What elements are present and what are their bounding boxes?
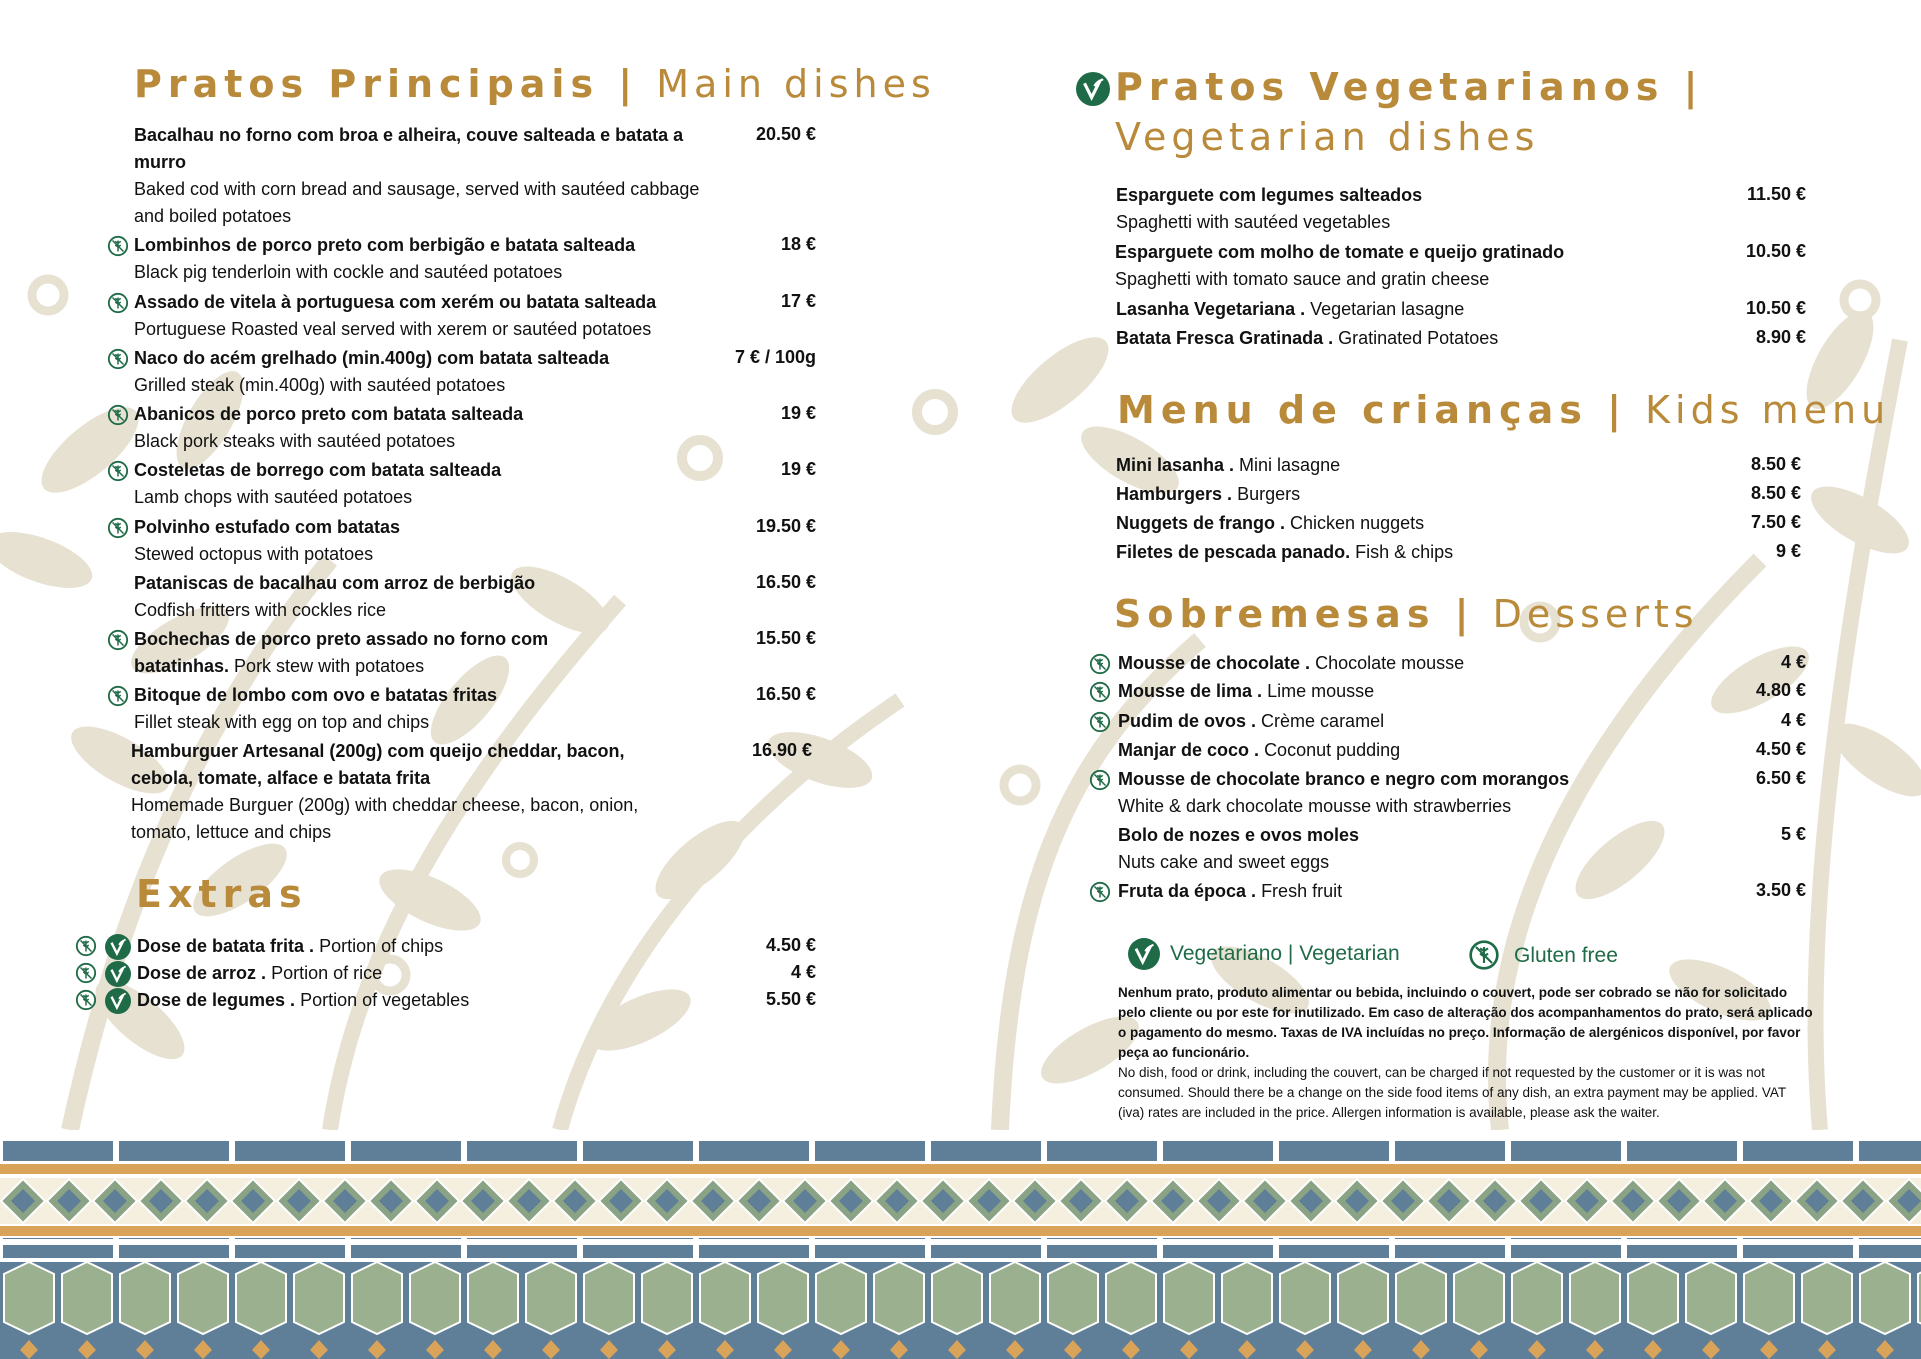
- dish-name: Costeletas de borrego com batata salteada: [134, 460, 502, 480]
- list-item: [1118, 766, 1678, 820]
- dish-name: Mousse de lima .: [1118, 681, 1263, 701]
- dish-name: Bochechas de porco preto assado no forno com: [134, 629, 549, 649]
- dish-name: Assado de vitela à portuguesa com xerém ou batata salteada: [134, 292, 657, 312]
- gluten-free-icon: [1089, 881, 1111, 903]
- main-dishes-title: Pratos Principais | Main dishes: [134, 62, 936, 106]
- list-item: [1118, 678, 1678, 705]
- price: 8.90 €: [1755, 327, 1806, 347]
- dish-name-cont: batatinhas.: [134, 656, 230, 676]
- price: 7 € / 100g: [734, 347, 816, 367]
- price: 19 €: [780, 403, 816, 423]
- dish-description: Chicken nuggets: [1290, 513, 1425, 533]
- dish-description: Baked cod with corn bread and sausage, served with sautéed cabbage and boiled potatoes: [134, 179, 700, 226]
- dish-name: Fruta da época .: [1118, 881, 1257, 901]
- dish-description: Black pig tenderloin with cockle and sautéed potatoes: [134, 262, 563, 282]
- list-item: [1118, 650, 1678, 677]
- dish-name: Hamburgers .: [1116, 484, 1233, 504]
- list-item: [1118, 878, 1678, 905]
- price: 11.50 €: [1746, 184, 1806, 204]
- gluten-free-icon: [1468, 939, 1500, 971]
- price: 5.50 €: [765, 989, 816, 1009]
- extra-description: Portion of rice: [271, 963, 383, 983]
- dish-name: Esparguete com molho de tomate e queijo gratinado: [1115, 242, 1565, 262]
- dish-description: Lime mousse: [1267, 681, 1375, 701]
- dish-description: Fillet steak with egg on top and chips: [134, 712, 430, 732]
- price: 8.50 €: [1750, 454, 1801, 474]
- price: 18 €: [780, 234, 816, 254]
- dish-name: Hamburguer Artesanal (200g) com queijo cheddar, bacon, cebola, tomate, alface e batata frita: [131, 741, 625, 788]
- price: 16.90 €: [751, 740, 812, 760]
- dish-description: Codfish fritters with cockles rice: [134, 600, 387, 620]
- legal-notice-pt: Nenhum prato, produto alimentar ou bebida, incluindo o couvert, pode ser cobrado se não for solicitado pelo cliente ou por este for inutilizado. Em caso de alteração dos acompanhamentos do prato, será aplicado o pagamento do mesmo. Taxas de IVA incluídas no preço. Informação de alergénicos disponível, por favor peça ao funcionário.: [1118, 985, 1813, 1060]
- dish-description: Spaghetti with sautéed vegetables: [1116, 212, 1391, 232]
- price: 3.50 €: [1755, 880, 1806, 900]
- price: 16.50 €: [755, 572, 816, 592]
- extra-name: Dose de batata frita .: [137, 936, 315, 956]
- extra-description: Portion of chips: [319, 936, 444, 956]
- tile-border: [0, 1130, 1921, 1359]
- dish-name: Polvinho estufado com batatas: [134, 517, 401, 537]
- legal-notice: [1118, 983, 1813, 1123]
- legend-vegetarian-label: Vegetariano | Vegetarian: [1170, 942, 1400, 965]
- dish-description: Grilled steak (min.400g) with sautéed potatoes: [134, 375, 506, 395]
- dish-description: Vegetarian lasagne: [1310, 299, 1465, 319]
- price: 5 €: [1780, 824, 1806, 844]
- price: 19.50 €: [755, 516, 816, 536]
- price: 19 €: [780, 459, 816, 479]
- dish-description: Nuts cake and sweet eggs: [1118, 852, 1330, 872]
- list-item: [1118, 737, 1678, 764]
- price: 10.50 €: [1745, 241, 1806, 261]
- extra-name: Dose de arroz .: [137, 963, 267, 983]
- dish-description: Black pork steaks with sautéed potatoes: [134, 431, 456, 451]
- dish-name: Bacalhau no forno com broa e alheira, couve salteada e batata a murro: [134, 125, 684, 172]
- price: 20.50 €: [755, 124, 816, 144]
- dish-description: White & dark chocolate mousse with strawberries: [1118, 796, 1512, 816]
- price: 6.50 €: [1755, 768, 1806, 788]
- vegetarian-title: Pratos Vegetarianos | Vegetarian dishes: [1115, 65, 1704, 159]
- extras-title: Extras: [136, 872, 308, 916]
- price: 4 €: [790, 962, 816, 982]
- dish-description: Fresh fruit: [1261, 881, 1343, 901]
- dish-description: Coconut pudding: [1264, 740, 1401, 760]
- dish-description: Burgers: [1237, 484, 1301, 504]
- dish-name: Manjar de coco .: [1118, 740, 1260, 760]
- legend-gluten-free-label: Gluten free: [1514, 944, 1618, 967]
- price: 10.50 €: [1745, 298, 1806, 318]
- dish-name: Pudim de ovos .: [1118, 711, 1257, 731]
- price: 9 €: [1775, 541, 1801, 561]
- dish-name: Mousse de chocolate branco e negro com morangos: [1118, 769, 1570, 789]
- dish-description: Crème caramel: [1261, 711, 1385, 731]
- dish-description: Portuguese Roasted veal served with xerem or sautéed potatoes: [134, 319, 652, 339]
- list-item: [1118, 708, 1678, 735]
- legal-notice-en: No dish, food or drink, including the couvert, can be charged if not requested by the customer or it is was not consumed. Should there be a change on the side food items of any dish, an extra payment may be applied. VAT (iva) rates are included in the price. Allergen information is available, please ask the waiter.: [1118, 1065, 1786, 1120]
- dish-description: Homemade Burguer (200g) with cheddar cheese, bacon, onion, tomato, lettuce and chips: [131, 795, 639, 842]
- dish-description: Spaghetti with tomato sauce and gratin cheese: [1115, 269, 1490, 289]
- dish-name: Nuggets de frango .: [1116, 513, 1286, 533]
- dish-description: Pork stew with potatoes: [234, 656, 425, 676]
- price: 4.50 €: [1755, 739, 1806, 759]
- dish-name: Lasanha Vegetariana .: [1116, 299, 1306, 319]
- price: 4.80 €: [1755, 680, 1806, 700]
- dish-name: Abanicos de porco preto com batata salteada: [134, 404, 524, 424]
- price: 15.50 €: [755, 628, 816, 648]
- dish-name: Batata Fresca Gratinada .: [1116, 328, 1334, 348]
- list-item: [1118, 822, 1678, 876]
- price: 16.50 €: [755, 684, 816, 704]
- dish-description: Mini lasagne: [1239, 455, 1341, 475]
- dish-name: Filetes de pescada panado.: [1116, 542, 1351, 562]
- price: 4.50 €: [765, 935, 816, 955]
- dish-description: Lamb chops with sautéed potatoes: [134, 487, 413, 507]
- price: 7.50 €: [1750, 512, 1801, 532]
- desserts-title: Sobremesas | Desserts: [1114, 592, 1699, 636]
- dish-name: Esparguete com legumes salteados: [1116, 185, 1423, 205]
- price: 8.50 €: [1750, 483, 1801, 503]
- dish-name: Pataniscas de bacalhau com arroz de berbigão: [134, 573, 536, 593]
- gluten-free-icon: [1089, 653, 1111, 675]
- gluten-free-icon: [1089, 711, 1111, 733]
- dish-name: Mini lasanha .: [1116, 455, 1235, 475]
- extra-description: Portion of vegetables: [300, 990, 470, 1010]
- dish-description: Chocolate mousse: [1315, 653, 1465, 673]
- dish-name: Lombinhos de porco preto com berbigão e batata salteada: [134, 235, 636, 255]
- price: 17 €: [780, 291, 816, 311]
- legend: [1128, 938, 1648, 972]
- dish-description: Stewed octopus with potatoes: [134, 544, 374, 564]
- vegetarian-icon: [1128, 938, 1160, 970]
- dish-description: Fish & chips: [1355, 542, 1454, 562]
- kids-menu-title: Menu de crianças | Kids menu: [1117, 388, 1891, 432]
- dish-description: Gratinated Potatoes: [1338, 328, 1499, 348]
- extra-name: Dose de legumes .: [137, 990, 296, 1010]
- gluten-free-icon: [1089, 681, 1111, 703]
- price: 4 €: [1780, 652, 1806, 672]
- dish-name: Bolo de nozes e ovos moles: [1118, 825, 1360, 845]
- dish-name: Mousse de chocolate .: [1118, 653, 1311, 673]
- price: 4 €: [1780, 710, 1806, 730]
- dish-name: Bitoque de lombo com ovo e batatas fritas: [134, 685, 498, 705]
- gluten-free-icon: [1089, 769, 1111, 791]
- dish-name: Naco do acém grelhado (min.400g) com batata salteada: [134, 348, 610, 368]
